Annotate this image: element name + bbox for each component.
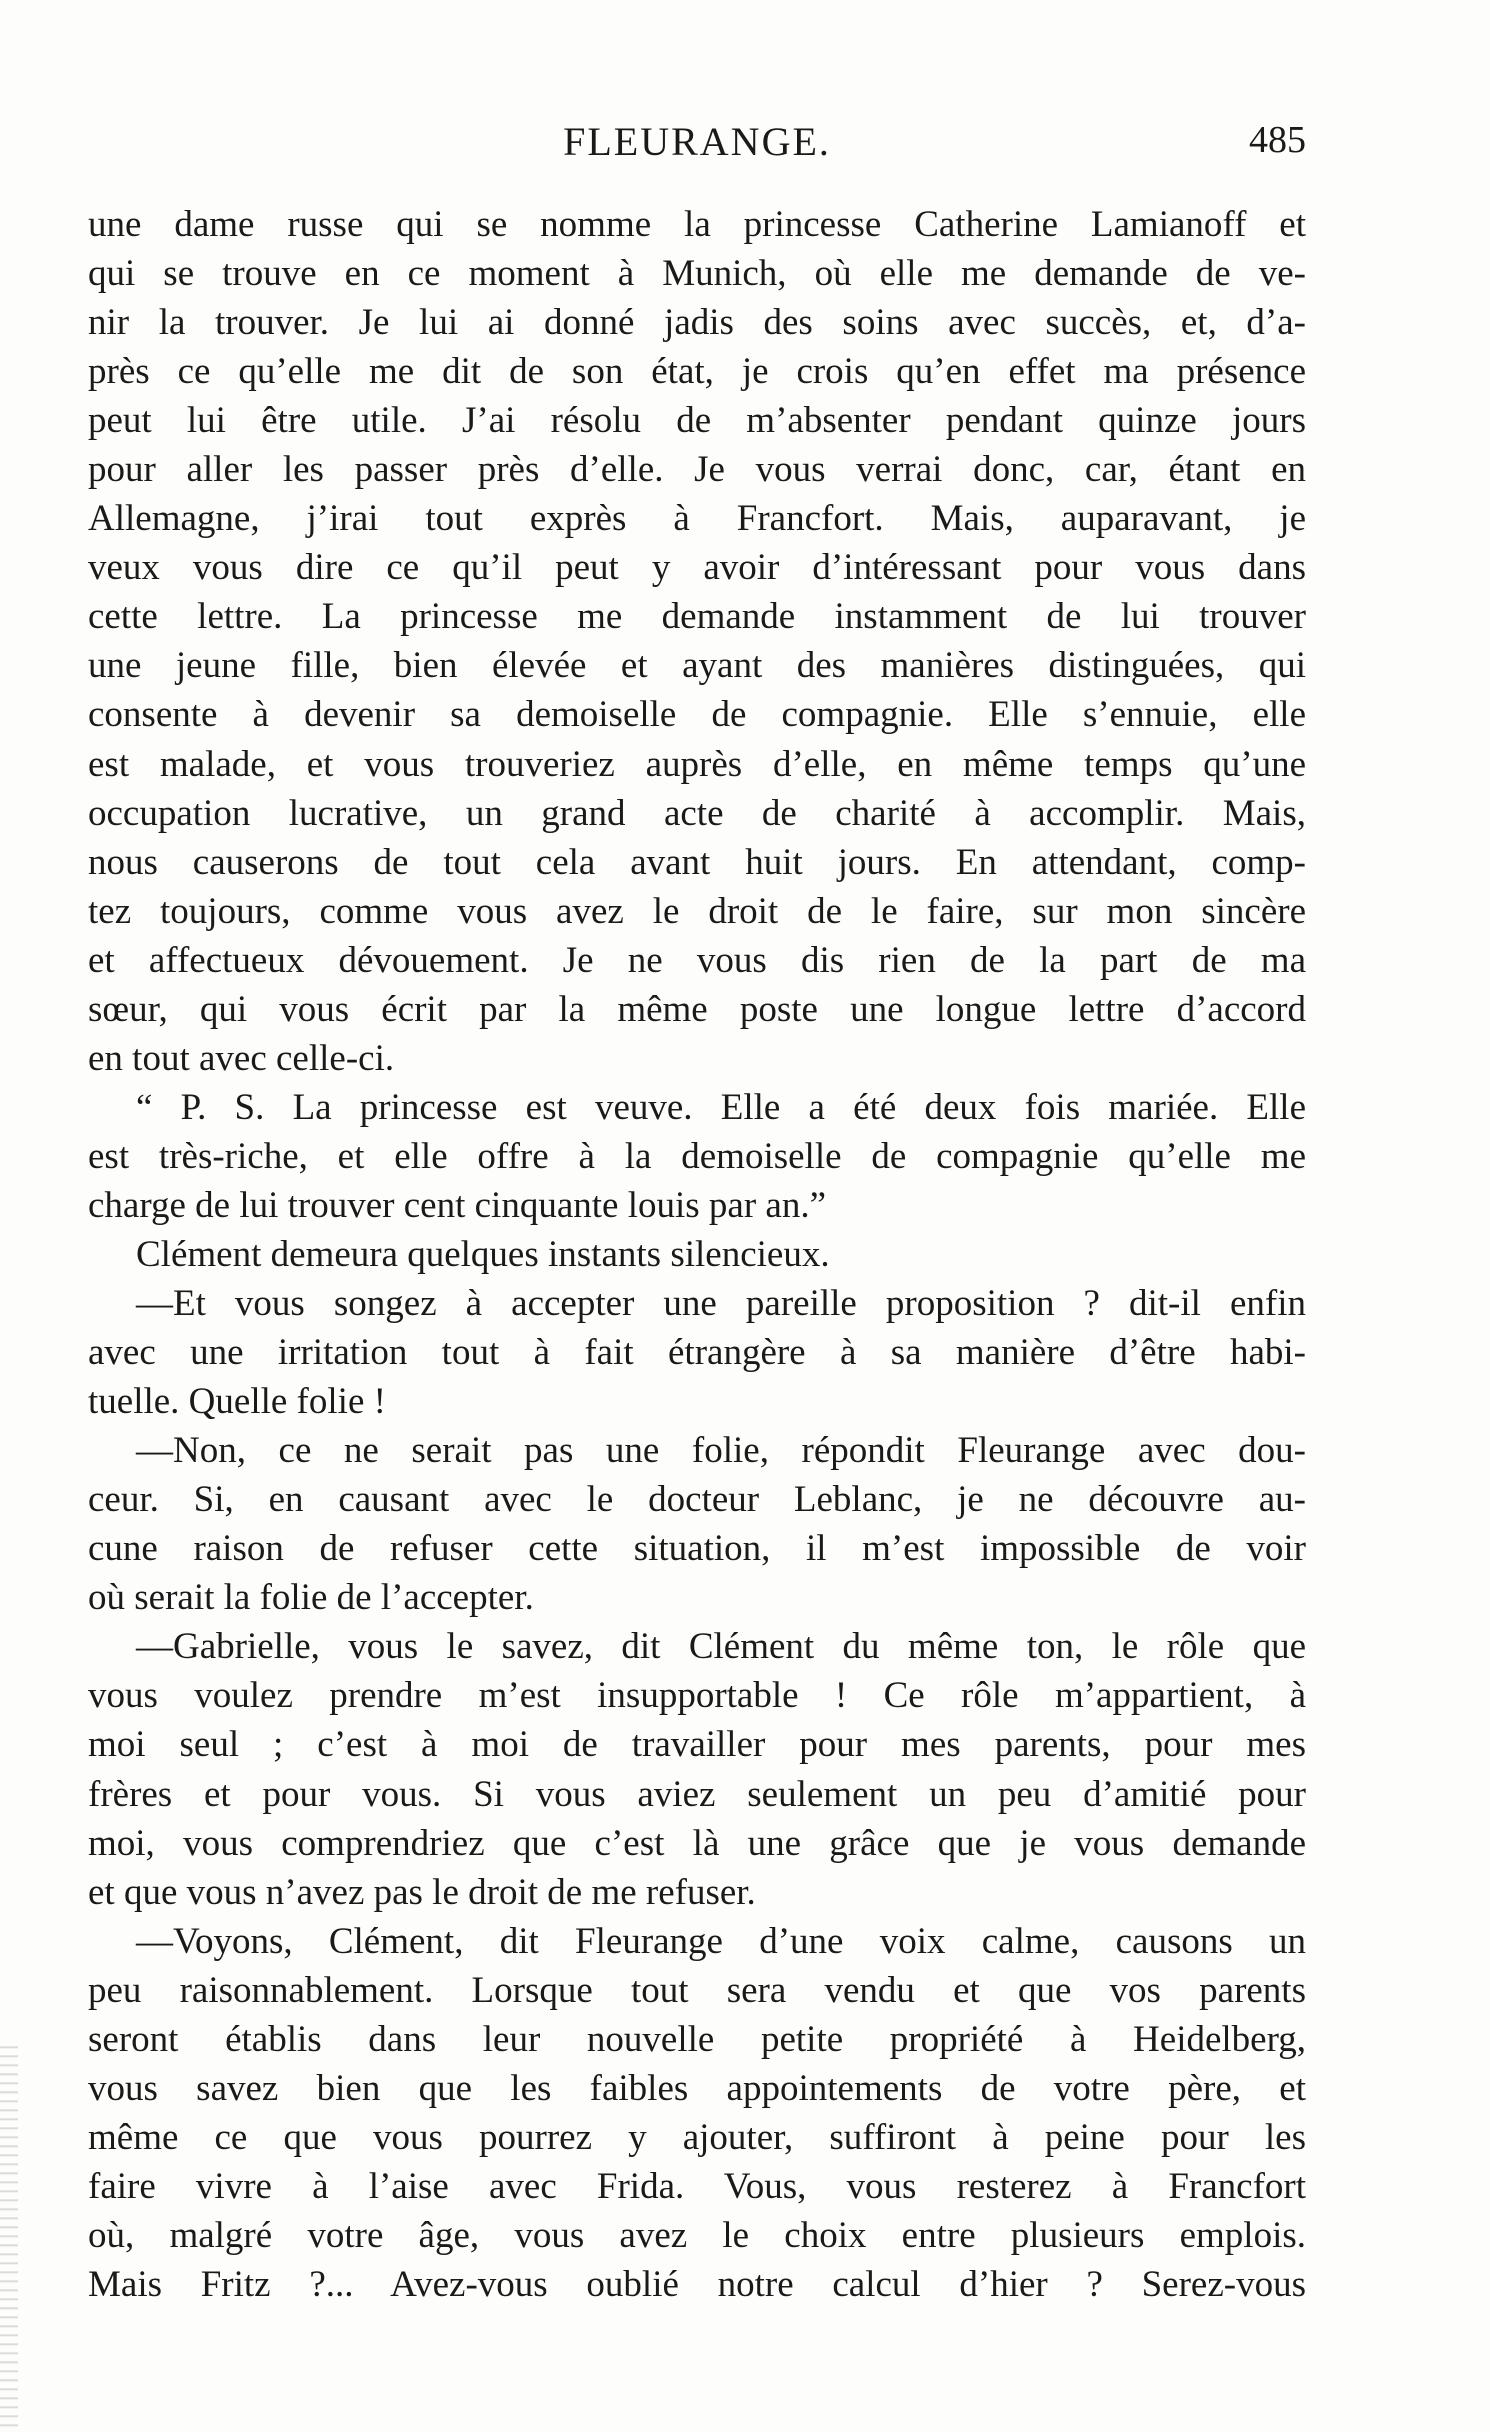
text-line: où serait la folie de l’accepter. — [88, 1577, 534, 1619]
text-line: peu raisonnablement. Lorsque tout sera vendu et que vos parents — [88, 1969, 1306, 2011]
text-line: et affectueux dévouement. Je ne vous dis rien de la part de ma — [88, 939, 1306, 981]
text-line: “ P. S. La princesse est veuve. Elle a été deux fois mariée. Elle — [136, 1086, 1306, 1128]
text-line: veux vous dire ce qu’il peut y avoir d’intéressant pour vous dans — [88, 547, 1306, 589]
text-line: moi, vous comprendriez que c’est là une grâce que je vous demande — [88, 1822, 1306, 1864]
text-line: —Non, ce ne serait pas une folie, répondit Fleurange avec dou- — [136, 1430, 1306, 1472]
text-line: Clément demeura quelques instants silencieux. — [136, 1233, 830, 1275]
text-line: —Voyons, Clément, dit Fleurange d’une voix calme, causons un — [136, 1920, 1306, 1962]
text-line: est très-riche, et elle offre à la demoiselle de compagnie qu’elle me — [88, 1135, 1306, 1177]
text-line: Allemagne, j’irai tout exprès à Francfort. Mais, auparavant, je — [88, 498, 1306, 540]
text-line: en tout avec celle-ci. — [88, 1037, 395, 1079]
text-line: qui se trouve en ce moment à Munich, où elle me demande de ve- — [88, 253, 1306, 295]
text-line: faire vivre à l’aise avec Frida. Vous, vous resterez à Francfort — [88, 2165, 1306, 2207]
text-line: consente à devenir sa demoiselle de compagnie. Elle s’ennuie, elle — [88, 694, 1306, 736]
text-line: où, malgré votre âge, vous avez le choix entre plusieurs emplois. — [88, 2214, 1306, 2256]
text-line: seront établis dans leur nouvelle petite propriété à Heidelberg, — [88, 2018, 1306, 2060]
running-head — [88, 118, 1306, 178]
text-line: cette lettre. La princesse me demande instamment de lui trouver — [88, 596, 1306, 638]
body-text — [88, 200, 1306, 2309]
text-line: tuelle. Quelle folie ! — [88, 1381, 386, 1423]
text-line: nous causerons de tout cela avant huit jours. En attendant, comp- — [88, 841, 1306, 883]
text-line: une jeune fille, bien élevée et ayant des manières distinguées, qui — [88, 645, 1306, 687]
text-line: nir la trouver. Je lui ai donné jadis des soins avec succès, et, d’a- — [88, 302, 1306, 344]
text-line: avec une irritation tout à fait étrangère à sa manière d’être habi- — [88, 1332, 1306, 1374]
page-number: 485 — [1249, 119, 1306, 161]
text-line: Mais Fritz ?... Avez-vous oublié notre calcul d’hier ? Serez-vous — [88, 2263, 1306, 2305]
text-line: cune raison de refuser cette situation, il m’est impossible de voir — [88, 1528, 1306, 1570]
text-line: —Gabrielle, vous le savez, dit Clément du même ton, le rôle que — [136, 1626, 1306, 1668]
text-line: pour aller les passer près d’elle. Je vous verrai donc, car, étant en — [88, 449, 1306, 491]
text-line: charge de lui trouver cent cinquante louis par an.” — [88, 1184, 826, 1226]
text-line: vous savez bien que les faibles appointements de votre père, et — [88, 2067, 1306, 2109]
text-line: frères et pour vous. Si vous aviez seulement un peu d’amitié pour — [88, 1773, 1306, 1815]
text-line: moi seul ; c’est à moi de travailler pour mes parents, pour mes — [88, 1724, 1306, 1766]
text-line: sœur, qui vous écrit par la même poste une longue lettre d’accord — [88, 988, 1306, 1030]
text-line: tez toujours, comme vous avez le droit de le faire, sur mon sincère — [88, 890, 1306, 932]
text-line: une dame russe qui se nomme la princesse Catherine Lamianoff et — [88, 204, 1306, 245]
scan-edge-artifact — [0, 2040, 18, 2432]
text-line: —Et vous songez à accepter une pareille proposition ? dit-il enfin — [136, 1283, 1306, 1325]
text-line: vous voulez prendre m’est insupportable ! Ce rôle m’appartient, à — [88, 1675, 1306, 1717]
text-line: peut lui être utile. J’ai résolu de m’absenter pendant quinze jours — [88, 400, 1306, 442]
text-line: ceur. Si, en causant avec le docteur Leblanc, je ne découvre au- — [88, 1479, 1306, 1521]
text-line: même ce que vous pourrez y ajouter, suffiront à peine pour les — [88, 2116, 1306, 2158]
running-title: FLEURANGE. — [563, 119, 831, 164]
text-line: est malade, et vous trouveriez auprès d’elle, en même temps qu’une — [88, 743, 1306, 785]
text-line: occupation lucrative, un grand acte de charité à accomplir. Mais, — [88, 792, 1306, 834]
text-line: et que vous n’avez pas le droit de me refuser. — [88, 1871, 756, 1913]
text-line: près ce qu’elle me dit de son état, je crois qu’en effet ma présence — [88, 351, 1306, 393]
